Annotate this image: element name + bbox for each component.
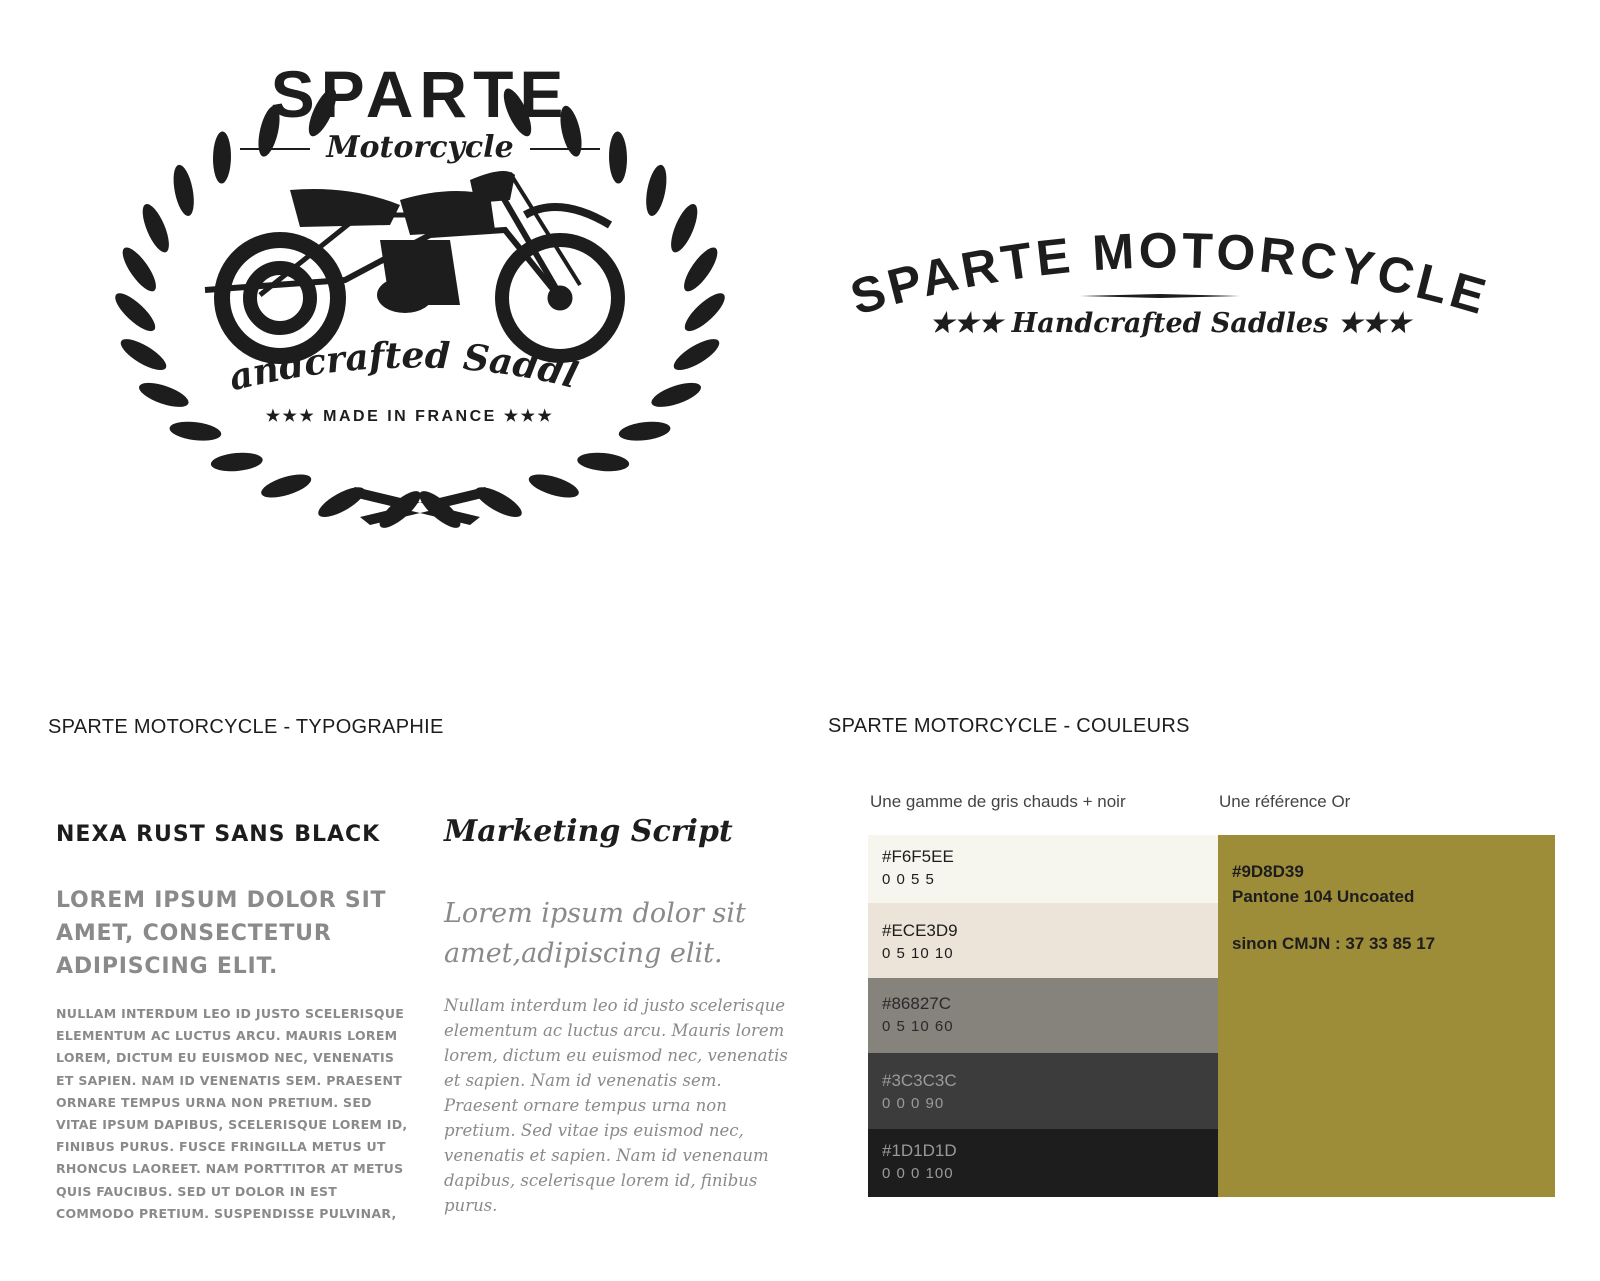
swatch-3c3c3c <box>868 1053 1218 1129</box>
laurel-leaf-icon <box>471 482 525 523</box>
script-lead-sample: Lorem ipsum dolor sit amet,adipiscing elit. <box>444 898 746 969</box>
typography-title: SPARTE MOTORCYCLE - TYPOGRAPHIE <box>48 716 444 738</box>
script-font-name: Marketing Script <box>444 814 733 849</box>
grey-range-label: Une gamme de gris chauds + noir <box>870 792 1126 811</box>
laurel-leaf-icon <box>110 288 160 337</box>
swatch-hex: #3C3C3C <box>882 1071 957 1090</box>
script-body-sample: Nullam interdum leo id justo scelerisque elementum ac luctus arcu. Mauris lorem lorem, dictum eu euismod nec, venenatis et sapien. Nam id venenatis sem. Praesent ornare tempus urna non pretium. Sed vitae ips euismod nec, venenatis et sapien. Nam id venenaum dapibus, scelerisque lorem id, finibus purus. <box>444 996 788 1215</box>
emblem-sub: Motorcycle <box>326 130 514 165</box>
laurel-leaf-icon <box>136 378 191 412</box>
laurel-leaf-icon <box>678 243 723 296</box>
gold-hex: #9D8D39 <box>1232 862 1304 881</box>
laurel-leaf-icon <box>213 131 232 183</box>
swatch-1d1d1d <box>868 1129 1218 1197</box>
laurel-leaf-icon <box>259 470 314 502</box>
emblem-tagline: andcrafted Saddl <box>225 334 582 400</box>
gold-pantone: Pantone 104 Uncoated <box>1232 887 1415 906</box>
laurel-leaf-icon <box>314 482 368 523</box>
horizontal-logo <box>830 220 1510 360</box>
gold-cmjn: sinon CMJN : 37 33 85 17 <box>1232 934 1436 953</box>
emblem-logo <box>110 55 730 545</box>
swatch-hex: #ECE3D9 <box>882 921 958 940</box>
sans-lead-sample: LOREM IPSUM DOLOR SIT AMET, CONSECTETUR ADIPISCING ELIT. <box>56 888 387 979</box>
sans-font-name: NEXA RUST SANS BLACK <box>56 822 381 847</box>
laurel-leaf-icon <box>117 243 162 296</box>
horizontal-tagline: ★★★ Handcrafted Saddles ★★★ <box>929 308 1411 339</box>
swatch-cmyk: 0 5 10 10 <box>882 945 954 962</box>
swatch-ece3d9 <box>868 903 1218 978</box>
laurel-leaf-icon <box>170 163 198 217</box>
horizontal-brand: SPARTE MOTORCYCLE <box>844 222 1496 326</box>
swatch-cmyk: 0 5 10 60 <box>882 1018 954 1035</box>
laurel-leaf-icon <box>137 201 174 256</box>
swatch-86827c <box>868 978 1218 1053</box>
swatch-gold <box>1218 835 1555 1197</box>
laurel-leaf-icon <box>643 163 671 217</box>
laurel-leaf-icon <box>210 451 263 473</box>
laurel-leaf-icon <box>618 419 672 443</box>
sans-body-sample: NULLAM INTERDUM LEO ID JUSTO SCELERISQUE ELEMENTUM AC LUCTUS ARCU. MAURIS LOREM LOREM, DICTUM EU EUISMOD NEC, VENENATIS ET SAPIEN. NAM ID VENENATIS SEM. PRAESENT ORNARE TEMPUS URNA NON PRETIUM. SED VITAE IPSUM DAPIBUS, SCELERISQUE LOREM ID, FINIBUS PURUS. FUSCE FRINGILLA METUS UT RHONCUS LAOREET. NAM PORTTITOR AT METUS QUIS FAUCIBUS. SED UT DOLOR IN EST COMMODO PRETIUM. SUSPENDISSE PULVINAR, <box>56 1006 408 1221</box>
swatch-f6f5ee <box>868 835 1218 903</box>
laurel-leaf-icon <box>680 288 730 337</box>
laurel-leaf-icon <box>117 333 171 375</box>
laurel-leaf-icon <box>526 470 581 502</box>
swatch-hex: #86827C <box>882 994 952 1013</box>
laurel-stem-icon <box>345 487 495 525</box>
laurel-leaf-icon <box>577 451 630 473</box>
laurel-leaf-icon <box>666 201 703 256</box>
emblem-brand: SPARTE <box>270 57 570 131</box>
swatch-hex: #F6F5EE <box>882 847 954 866</box>
colors-title: SPARTE MOTORCYCLE - COULEURS <box>828 715 1190 737</box>
swatch-cmyk: 0 0 5 5 <box>882 871 935 888</box>
laurel-leaf-icon <box>649 378 704 412</box>
swatch-cmyk: 0 0 0 100 <box>882 1165 954 1182</box>
emblem-origin: ★★★ MADE IN FRANCE ★★★ <box>265 408 555 425</box>
swatch-hex: #1D1D1D <box>882 1141 957 1160</box>
swatch-cmyk: 0 0 0 90 <box>882 1095 945 1112</box>
laurel-leaf-icon <box>168 419 222 443</box>
laurel-leaf-icon <box>670 333 724 375</box>
laurel-leaf-icon <box>609 131 628 183</box>
gold-reference-label: Une référence Or <box>1219 792 1351 811</box>
